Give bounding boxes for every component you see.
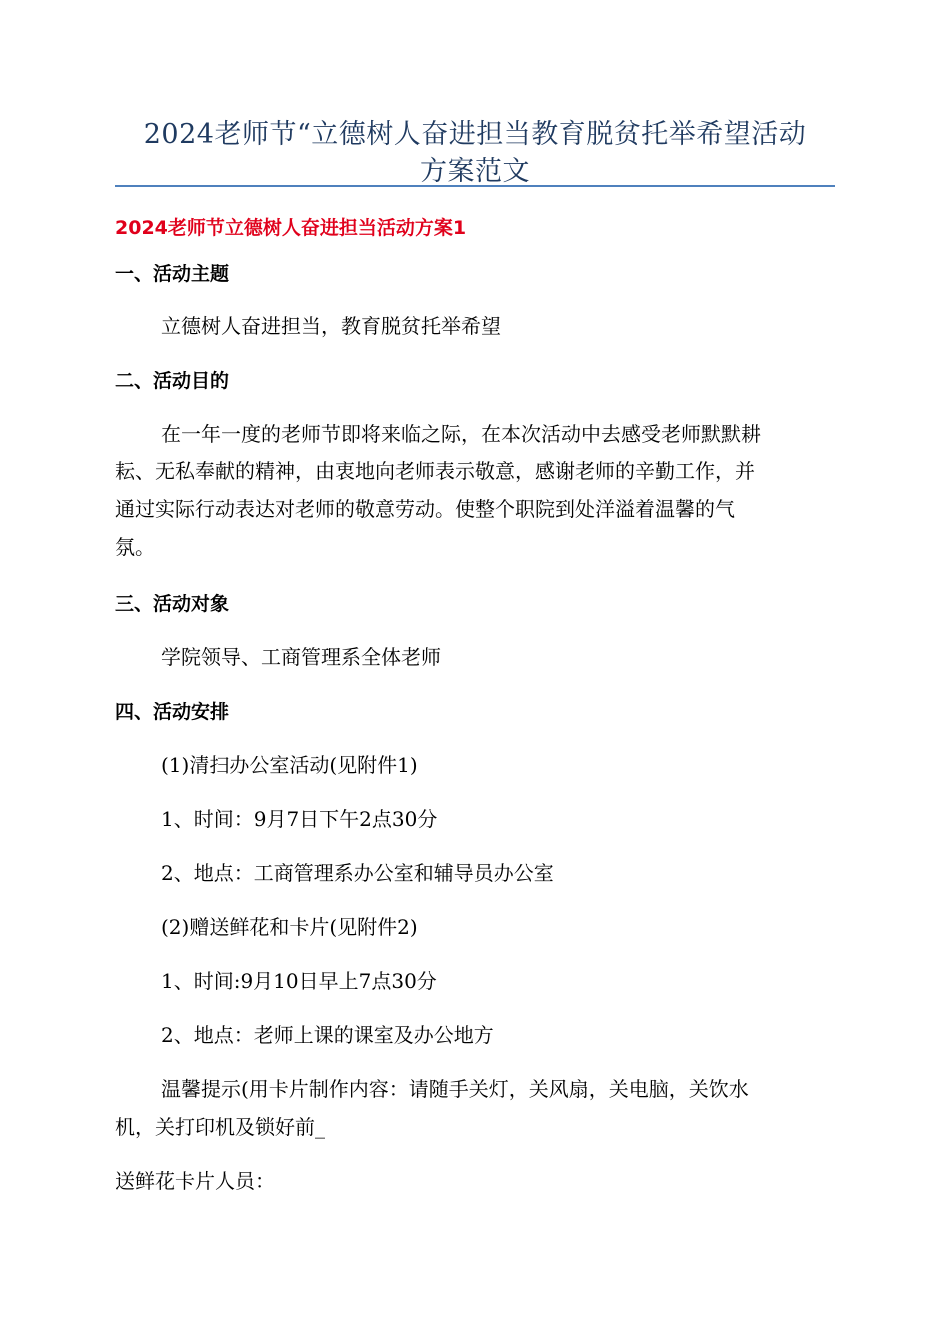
plan-heading: 2024老师节立德树人奋进担当活动方案1: [115, 217, 467, 239]
purpose-line-3: 通过实际行动表达对老师的敬意劳动。使整个职院到处洋溢着温馨的气: [115, 497, 735, 521]
section-heading-audience: 三、活动对象: [115, 593, 230, 615]
purpose-line-1: 在一年一度的老师节即将来临之际，在本次活动中去感受老师默默耕: [161, 422, 761, 446]
schedule-item: 2、地点：工商管理系办公室和辅导员办公室: [161, 861, 554, 885]
schedule-item: 1、时间：9月7日下午2点30分: [161, 807, 438, 831]
schedule-item: (2)赠送鲜花和卡片(见附件2): [161, 915, 418, 939]
section-heading-purpose: 二、活动目的: [115, 370, 230, 392]
document-title: [115, 116, 835, 190]
schedule-item: 1、时间:9月10日早上7点30分: [161, 969, 437, 993]
section-text-audience: 学院领导、工商管理系全体老师: [161, 645, 441, 669]
staff-label: 送鲜花卡片人员：: [115, 1169, 275, 1193]
document-title-line-2: 方案范文: [420, 156, 530, 187]
document-title-line-1: 2024老师节“立德树人奋进担当教育脱贫托举希望活动: [143, 119, 807, 150]
schedule-item: 2、地点：老师上课的课室及办公地方: [161, 1023, 494, 1047]
tip-line-1: 温馨提示(用卡片制作内容：请随手关灯，关风扇，关电脑，关饮水: [161, 1077, 749, 1101]
section-heading-schedule: 四、活动安排: [115, 701, 230, 723]
schedule-item: (1)清扫办公室活动(见附件1): [161, 753, 418, 777]
purpose-line-2: 耘、无私奉献的精神，由衷地向老师表示敬意，感谢老师的辛勤工作，并: [115, 459, 755, 483]
purpose-line-4: 氛。: [115, 535, 155, 559]
tip-line-2: 机，关打印机及锁好前_: [115, 1115, 325, 1139]
section-heading-theme: 一、活动主题: [115, 263, 230, 285]
title-divider: [115, 185, 835, 187]
section-text-theme: 立德树人奋进担当，教育脱贫托举希望: [161, 314, 501, 338]
